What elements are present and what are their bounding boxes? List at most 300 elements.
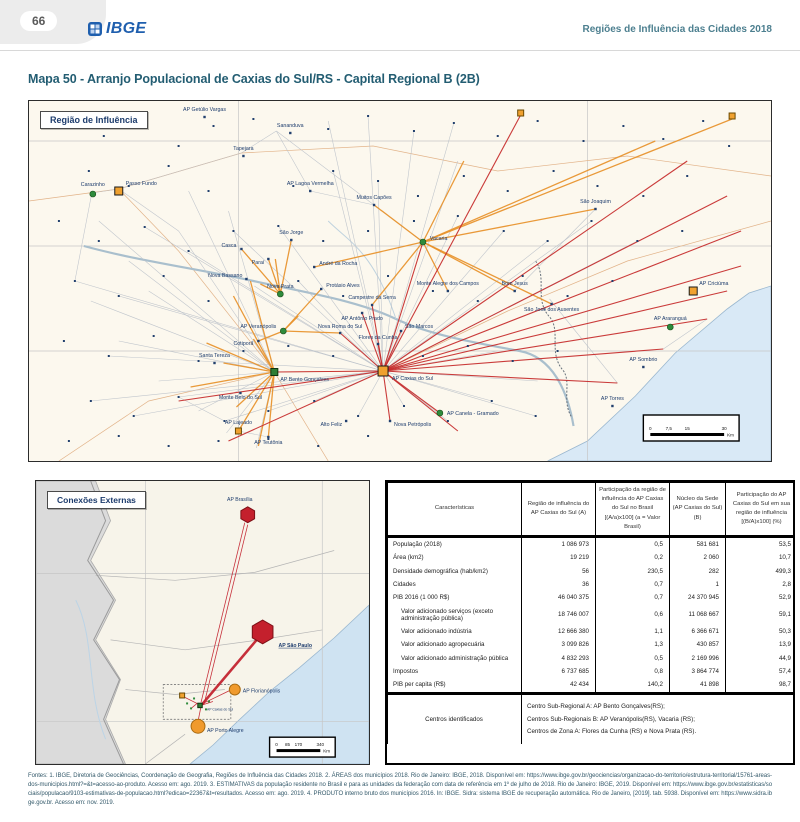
- row-value-cell: 0,2: [596, 551, 670, 564]
- row-value-cell: 499,3: [726, 565, 796, 578]
- sources-text: Fontes: 1. IBGE, Diretoria de Geociências, Coordenação de Geografia, Regiões de Influência das Cidades 2018. 2. ÁREAS dos municípios 2018. Rio de Janeiro: IBGE, 2018. Disponível em: https://www.ibge.gov.br/geociencias/organizacao-do-territorio/estrutura-territorial/15761-areas-dos-municipios.html?=&t=acesso-ao-produto. Acesso em: ago. 2019. 3. ESTIMATIVAS da população residente no Brasil e para as unidades da federação com data de referência em 1º de julho de 2018. Rio de Janeiro: IBGE, 2019. Disponível em: https://www.ibge.gov.br/estatisticas/sociais/populacao/9103-estimativas-de-populacao.html?edicao=22367&t=resultados. Acesso em: ago. 2019. 4. PRODUTO interno bruto dos municípios 2016. In: IBGE. Sidra: sistema IBGE de recuperação automática. Rio de Janeiro, [2019]. tab. 5938. Disponível em: https://www.sidra.ibge.gov.br. Acesso em: nov. 2019.: [28, 773, 772, 806]
- map-dot: [317, 445, 319, 447]
- map-dot: [332, 170, 334, 172]
- ibge-logo: [88, 20, 146, 38]
- flow-line: [268, 372, 274, 437]
- table-row: [388, 565, 796, 578]
- table-header-cell: Região de influência do AP Caxias do Sul (A): [522, 483, 596, 537]
- table-row: [388, 652, 796, 665]
- page-number: 66: [20, 11, 57, 31]
- row-value-cell: 6 366 671: [670, 625, 726, 638]
- row-value-cell: 11 068 667: [670, 605, 726, 625]
- row-label-cell: Área (km2): [388, 551, 522, 564]
- statistics-table: [387, 482, 795, 744]
- map-dot: [535, 415, 537, 417]
- flow-line: [159, 372, 275, 381]
- city-marker: [667, 324, 673, 330]
- map-dot: [68, 440, 70, 442]
- row-value-cell: 56: [522, 565, 596, 578]
- city-label: AP Florianópolis: [242, 688, 281, 695]
- map-dot: [213, 125, 215, 127]
- city-label: Bom Jesus: [501, 280, 528, 288]
- map-dot: [422, 355, 424, 357]
- map-dot: [198, 360, 200, 362]
- map-dot: [387, 275, 389, 277]
- map-dot: [583, 140, 585, 142]
- flow-line: [202, 640, 257, 705]
- city-label: Nova Roma do Sul: [318, 323, 363, 331]
- flow-line: [119, 189, 179, 231]
- city-label: Monte Alegre dos Campos: [416, 280, 479, 288]
- city-marker: [235, 428, 241, 434]
- city-label: AP Canela - Gramado: [446, 410, 499, 418]
- scale-tick-label: 0: [649, 425, 652, 432]
- row-value-cell: 140,2: [596, 678, 670, 693]
- river: [328, 221, 396, 319]
- city-label: AP Getúlio Vargas: [183, 106, 226, 114]
- map-dot: [590, 220, 592, 222]
- city-label: Paraí: [251, 259, 265, 267]
- flow-line: [233, 296, 277, 372]
- city-marker: [361, 312, 363, 314]
- city-marker: [594, 208, 596, 210]
- city-label: AP Porto Alegre: [206, 728, 244, 735]
- map-dot: [108, 355, 110, 357]
- city-marker: [290, 239, 292, 241]
- map-dot: [367, 230, 369, 232]
- flow-line: [383, 371, 390, 421]
- map-dot: [58, 220, 60, 222]
- flow-line: [134, 371, 383, 416]
- map-dot: [178, 145, 180, 147]
- city-label: Monte Belo do Sul: [218, 394, 262, 402]
- map-dot: [403, 405, 405, 407]
- city-label: Tapejara: [233, 145, 254, 153]
- map-dot: [642, 195, 644, 197]
- map-dot: [208, 190, 210, 192]
- map-dot: [297, 280, 299, 282]
- map-dot: [537, 120, 539, 122]
- city-marker: [339, 332, 341, 334]
- city-label: AP Bento Gonçalves: [280, 376, 329, 384]
- city-label: Alto Feliz: [320, 421, 343, 429]
- map-dot: [153, 335, 155, 337]
- city-label: AP Torres: [600, 395, 624, 403]
- row-value-cell: 53,5: [726, 537, 796, 552]
- map-dot: [367, 115, 369, 117]
- hub-marker: [378, 366, 388, 376]
- map-dot: [662, 138, 664, 140]
- table-row: [388, 605, 796, 625]
- row-value-cell: 50,3: [726, 625, 796, 638]
- publication-title: Regiões de Influência das Cidades 2018: [582, 24, 772, 35]
- table-row: [388, 665, 796, 678]
- city-marker: [642, 366, 644, 368]
- city-label: São Jorge: [279, 229, 304, 237]
- city-label: AP Caxias do Sul: [392, 375, 433, 383]
- scale-tick-label: 340: [316, 742, 325, 748]
- table-row: [388, 578, 796, 591]
- main-map-legend-label: Região de Influência: [40, 111, 148, 129]
- statistics-table-wrap: [385, 480, 795, 765]
- map-dot: [208, 700, 210, 702]
- flow-line: [515, 209, 596, 291]
- map-dot: [190, 707, 192, 709]
- row-value-cell: 10,7: [726, 551, 796, 564]
- city-marker: [267, 436, 269, 438]
- flow-line: [423, 141, 655, 242]
- city-marker: [267, 258, 269, 260]
- row-label-cell: Densidade demográfica (hab/km2): [388, 565, 522, 578]
- main-map-canvas: [29, 101, 771, 461]
- city-marker: [513, 290, 515, 292]
- row-value-cell: 0,6: [596, 605, 670, 625]
- map-dot: [90, 400, 92, 402]
- city-label: Cotiporã: [233, 340, 254, 348]
- state-border: [96, 551, 335, 581]
- external-map-legend-label: Conexões Externas: [47, 491, 146, 509]
- row-value-cell: 0,8: [596, 665, 670, 678]
- map-dot: [267, 410, 269, 412]
- row-label-cell: Valor adicionado agropecuária: [388, 638, 522, 651]
- map-dot: [287, 345, 289, 347]
- map-dot: [217, 440, 219, 442]
- row-value-cell: 18 746 007: [522, 605, 596, 625]
- city-marker: [309, 190, 311, 192]
- flow-line: [423, 161, 464, 242]
- city-marker: [729, 113, 735, 119]
- map-dot: [208, 300, 210, 302]
- city-label: Nova Petrópolis: [394, 421, 432, 429]
- row-value-cell: 2 169 996: [670, 652, 726, 665]
- identified-center-line: Centro Sub-Regional A: AP Bento Gonçalves(RS);: [527, 703, 665, 711]
- row-value-cell: 98,7: [726, 678, 796, 693]
- scale-tick-label: 7,5: [665, 425, 672, 432]
- city-label: André da Rocha: [319, 260, 358, 268]
- external-connections-map: [35, 480, 370, 765]
- map-dot: [186, 702, 188, 704]
- city-marker: [320, 288, 322, 290]
- map-dot: [686, 175, 688, 177]
- table-body: [388, 537, 796, 745]
- city-label: AP Sombrio: [629, 356, 658, 364]
- city-marker: [239, 392, 241, 394]
- map-dot: [322, 240, 324, 242]
- map-dot: [567, 295, 569, 297]
- row-value-cell: 282: [670, 565, 726, 578]
- table-header-cell: Participação da região de influência do AP Caxias do Sul no Brasil [(A/a)x100] (a = Valor Brasil): [596, 483, 670, 537]
- city-label: São Marcos: [404, 323, 434, 331]
- city-marker: [371, 304, 373, 306]
- city-marker: [242, 155, 244, 157]
- row-label-cell: Valor adicionado administração pública: [388, 652, 522, 665]
- scale-unit-label: Km: [727, 432, 734, 438]
- city-label: Vacaria: [429, 235, 448, 243]
- city-marker: [229, 684, 240, 695]
- flow-line: [201, 523, 245, 703]
- flow-line: [283, 331, 340, 333]
- scale-bar-box: [270, 737, 336, 757]
- scale-unit-label: Km: [323, 748, 331, 754]
- row-label-cell: PIB per capita (R$): [388, 678, 522, 693]
- city-marker: [550, 303, 552, 305]
- map-dot: [232, 230, 234, 232]
- flow-line: [383, 242, 423, 371]
- city-marker: [689, 287, 697, 295]
- city-label: AP Araranguá: [653, 315, 687, 323]
- map-dot: [447, 420, 449, 422]
- city-label: AP Lajeado: [224, 419, 253, 427]
- city-marker: [377, 343, 379, 345]
- identified-center-line: Centros Sub-Regionais B: AP Veranópolis(RS), Vacaria (RS);: [527, 715, 695, 723]
- map-dot: [507, 190, 509, 192]
- map-dot: [491, 400, 493, 402]
- city-marker: [191, 719, 205, 733]
- row-label-cell: População (2018): [388, 537, 522, 552]
- map-dot: [547, 240, 549, 242]
- map-dot: [467, 345, 469, 347]
- map-dot: [168, 165, 170, 167]
- flow-line: [383, 161, 687, 371]
- city-marker: [198, 703, 202, 707]
- map-dot: [432, 290, 434, 292]
- table-row: [388, 678, 796, 693]
- city-marker: [90, 191, 96, 197]
- city-marker: [611, 405, 613, 407]
- map-dot: [342, 295, 344, 297]
- row-value-cell: 44,9: [726, 652, 796, 665]
- map-dot: [557, 350, 559, 352]
- city-marker: [257, 340, 259, 342]
- city-label: Campestre da Serra: [348, 294, 396, 302]
- table-header-cell: Participação do AP Caxias do Sul em sua região de influência [(B/A)x100] (%): [726, 483, 796, 537]
- map-dot: [74, 280, 76, 282]
- row-label-cell: Impostos: [388, 665, 522, 678]
- row-value-cell: 42 434: [522, 678, 596, 693]
- city-label: Casca: [221, 242, 237, 250]
- city-marker: [420, 239, 426, 245]
- city-marker: [389, 420, 391, 422]
- row-value-cell: 3 099 826: [522, 638, 596, 651]
- row-label-cell: Cidades: [388, 578, 522, 591]
- city-label: AP Teutônia: [254, 439, 283, 447]
- flow-line: [191, 372, 275, 387]
- flow-line: [368, 117, 383, 371]
- map-dot: [118, 295, 120, 297]
- row-value-cell: 1,3: [596, 638, 670, 651]
- identified-centers-lines: [522, 693, 796, 744]
- city-marker: [518, 110, 524, 116]
- city-label: São José dos Ausentes: [524, 306, 580, 314]
- flow-line: [91, 301, 275, 372]
- map-dot: [377, 180, 379, 182]
- map-dot: [728, 145, 730, 147]
- map-dot: [413, 130, 415, 132]
- city-marker: [447, 290, 449, 292]
- map-dot: [163, 275, 165, 277]
- city-marker: [400, 330, 402, 332]
- main-map: [28, 100, 772, 462]
- city-label: Protásio Alves: [326, 282, 360, 290]
- row-value-cell: 581 681: [670, 537, 726, 552]
- flow-line: [75, 193, 92, 281]
- map-dot: [133, 415, 135, 417]
- map-dot: [477, 300, 479, 302]
- row-value-cell: 0,5: [596, 652, 670, 665]
- flow-line: [258, 331, 283, 341]
- city-marker: [203, 116, 205, 118]
- row-value-cell: 430 857: [670, 638, 726, 651]
- map-dot: [553, 170, 555, 172]
- row-value-cell: 1 086 973: [522, 537, 596, 552]
- city-marker: [313, 266, 315, 268]
- table-row: [388, 625, 796, 638]
- flow-line: [109, 356, 383, 371]
- city-marker: [245, 278, 247, 280]
- row-value-cell: 36: [522, 578, 596, 591]
- ibge-logo-text: IBGE: [106, 20, 147, 37]
- map-dot: [522, 275, 524, 277]
- row-value-cell: 0,7: [596, 578, 670, 591]
- city-marker: [115, 187, 123, 195]
- scale-tick-label: 30: [721, 425, 727, 432]
- table-head: [388, 483, 796, 537]
- row-value-cell: 24 370 945: [670, 591, 726, 604]
- city-label: Sananduva: [276, 122, 304, 130]
- map-dot: [88, 170, 90, 172]
- row-value-cell: 12 666 380: [522, 625, 596, 638]
- row-value-cell: 6 737 685: [522, 665, 596, 678]
- map-dot: [413, 220, 415, 222]
- flow-line: [183, 696, 199, 704]
- city-marker: [241, 507, 255, 523]
- row-value-cell: 41 898: [670, 678, 726, 693]
- row-value-cell: 4 832 293: [522, 652, 596, 665]
- flow-line: [99, 221, 275, 372]
- flow-line: [423, 119, 732, 242]
- flow-line: [189, 191, 275, 372]
- map-dot: [168, 445, 170, 447]
- map-dot: [503, 230, 505, 232]
- scale-tick-label: 0: [275, 742, 278, 748]
- city-marker: [345, 420, 347, 422]
- city-label: AP Brasília: [227, 496, 253, 503]
- city-label: Santa Tereza: [199, 352, 230, 360]
- map-dot: [313, 400, 315, 402]
- map-dot: [636, 240, 638, 242]
- row-value-cell: 19 219: [522, 551, 596, 564]
- row-label-cell: PIB 2016 (1 000 R$): [388, 591, 522, 604]
- city-marker: [373, 204, 375, 206]
- row-value-cell: 230,5: [596, 565, 670, 578]
- map-dot: [512, 360, 514, 362]
- map-dot: [63, 340, 65, 342]
- map-dot: [497, 135, 499, 137]
- city-marker: [280, 328, 286, 334]
- scale-bar: [650, 433, 724, 436]
- map-dot: [252, 118, 254, 120]
- map-dot: [144, 226, 146, 228]
- city-label: São Joaquim: [580, 198, 611, 206]
- row-value-cell: 2,8: [726, 578, 796, 591]
- table-row: [388, 591, 796, 604]
- row-label-cell: Valor adicionado indústria: [388, 625, 522, 638]
- row-value-cell: 13,9: [726, 638, 796, 651]
- flow-line: [274, 371, 383, 372]
- city-marker: [437, 410, 443, 416]
- table-row: [388, 638, 796, 651]
- map-dot: [681, 230, 683, 232]
- road: [29, 146, 771, 201]
- identified-centers-title: Centros identificados: [388, 693, 522, 744]
- map-dot: [188, 250, 190, 252]
- row-value-cell: 0,5: [596, 537, 670, 552]
- row-value-cell: 2 060: [670, 551, 726, 564]
- city-label: Nova Prata: [267, 283, 294, 291]
- city-marker: [277, 291, 283, 297]
- map-dot: [463, 175, 465, 177]
- row-value-cell: 57,4: [726, 665, 796, 678]
- city-label: Flores da Cunha: [358, 334, 398, 342]
- map-dot: [103, 135, 105, 137]
- map-dot: [98, 240, 100, 242]
- city-label: Carazinho: [80, 181, 105, 189]
- city-label: AP Lagoa Vermelha: [286, 180, 334, 188]
- row-label-cell: Valor adicionado serviços (exceto administração pública): [388, 605, 522, 625]
- map-dot: [622, 125, 624, 127]
- map-dot: [178, 396, 180, 398]
- city-marker: [289, 132, 291, 134]
- city-label: AP Criciúma: [699, 280, 729, 288]
- table-row: [388, 537, 796, 552]
- scale-tick-label: 15: [684, 425, 690, 432]
- table-header-row: [388, 483, 796, 537]
- city-label: Nova Bassano: [208, 272, 243, 280]
- city-label: Passo Fundo: [125, 180, 157, 188]
- map-dot: [332, 355, 334, 357]
- ibge-logo-icon: [88, 22, 102, 36]
- map-dot: [327, 128, 329, 130]
- external-map-canvas: [36, 481, 369, 764]
- row-value-cell: 1: [670, 578, 726, 591]
- city-marker: [180, 693, 185, 698]
- identified-center-line: Centros de Zona A: Flores da Cunha (RS) e Nova Prata (RS).: [527, 728, 697, 736]
- row-value-cell: 1,1: [596, 625, 670, 638]
- map-dot: [453, 122, 455, 124]
- map-dot: [702, 120, 704, 122]
- map-dot: [611, 280, 613, 282]
- flow-line: [149, 291, 275, 372]
- city-label: AP Veranópolis: [240, 323, 277, 331]
- row-value-cell: 46 040 375: [522, 591, 596, 604]
- city-marker: [271, 369, 278, 376]
- row-value-cell: 59,1: [726, 605, 796, 625]
- table-row: [388, 551, 796, 564]
- row-value-cell: 3 864 774: [670, 665, 726, 678]
- map-dot: [596, 185, 598, 187]
- map-dot: [357, 415, 359, 417]
- map-dot: [457, 215, 459, 217]
- row-value-cell: 0,7: [596, 591, 670, 604]
- city-label: Muitos Capões: [356, 194, 392, 202]
- flow-line: [383, 115, 521, 371]
- scale-tick-label: 85: [284, 742, 291, 748]
- flow-line: [179, 371, 383, 401]
- state-border: [145, 734, 185, 764]
- identified-centers-row: [388, 693, 796, 744]
- map-dot: [118, 435, 120, 437]
- table-header-cell: Características: [388, 483, 522, 537]
